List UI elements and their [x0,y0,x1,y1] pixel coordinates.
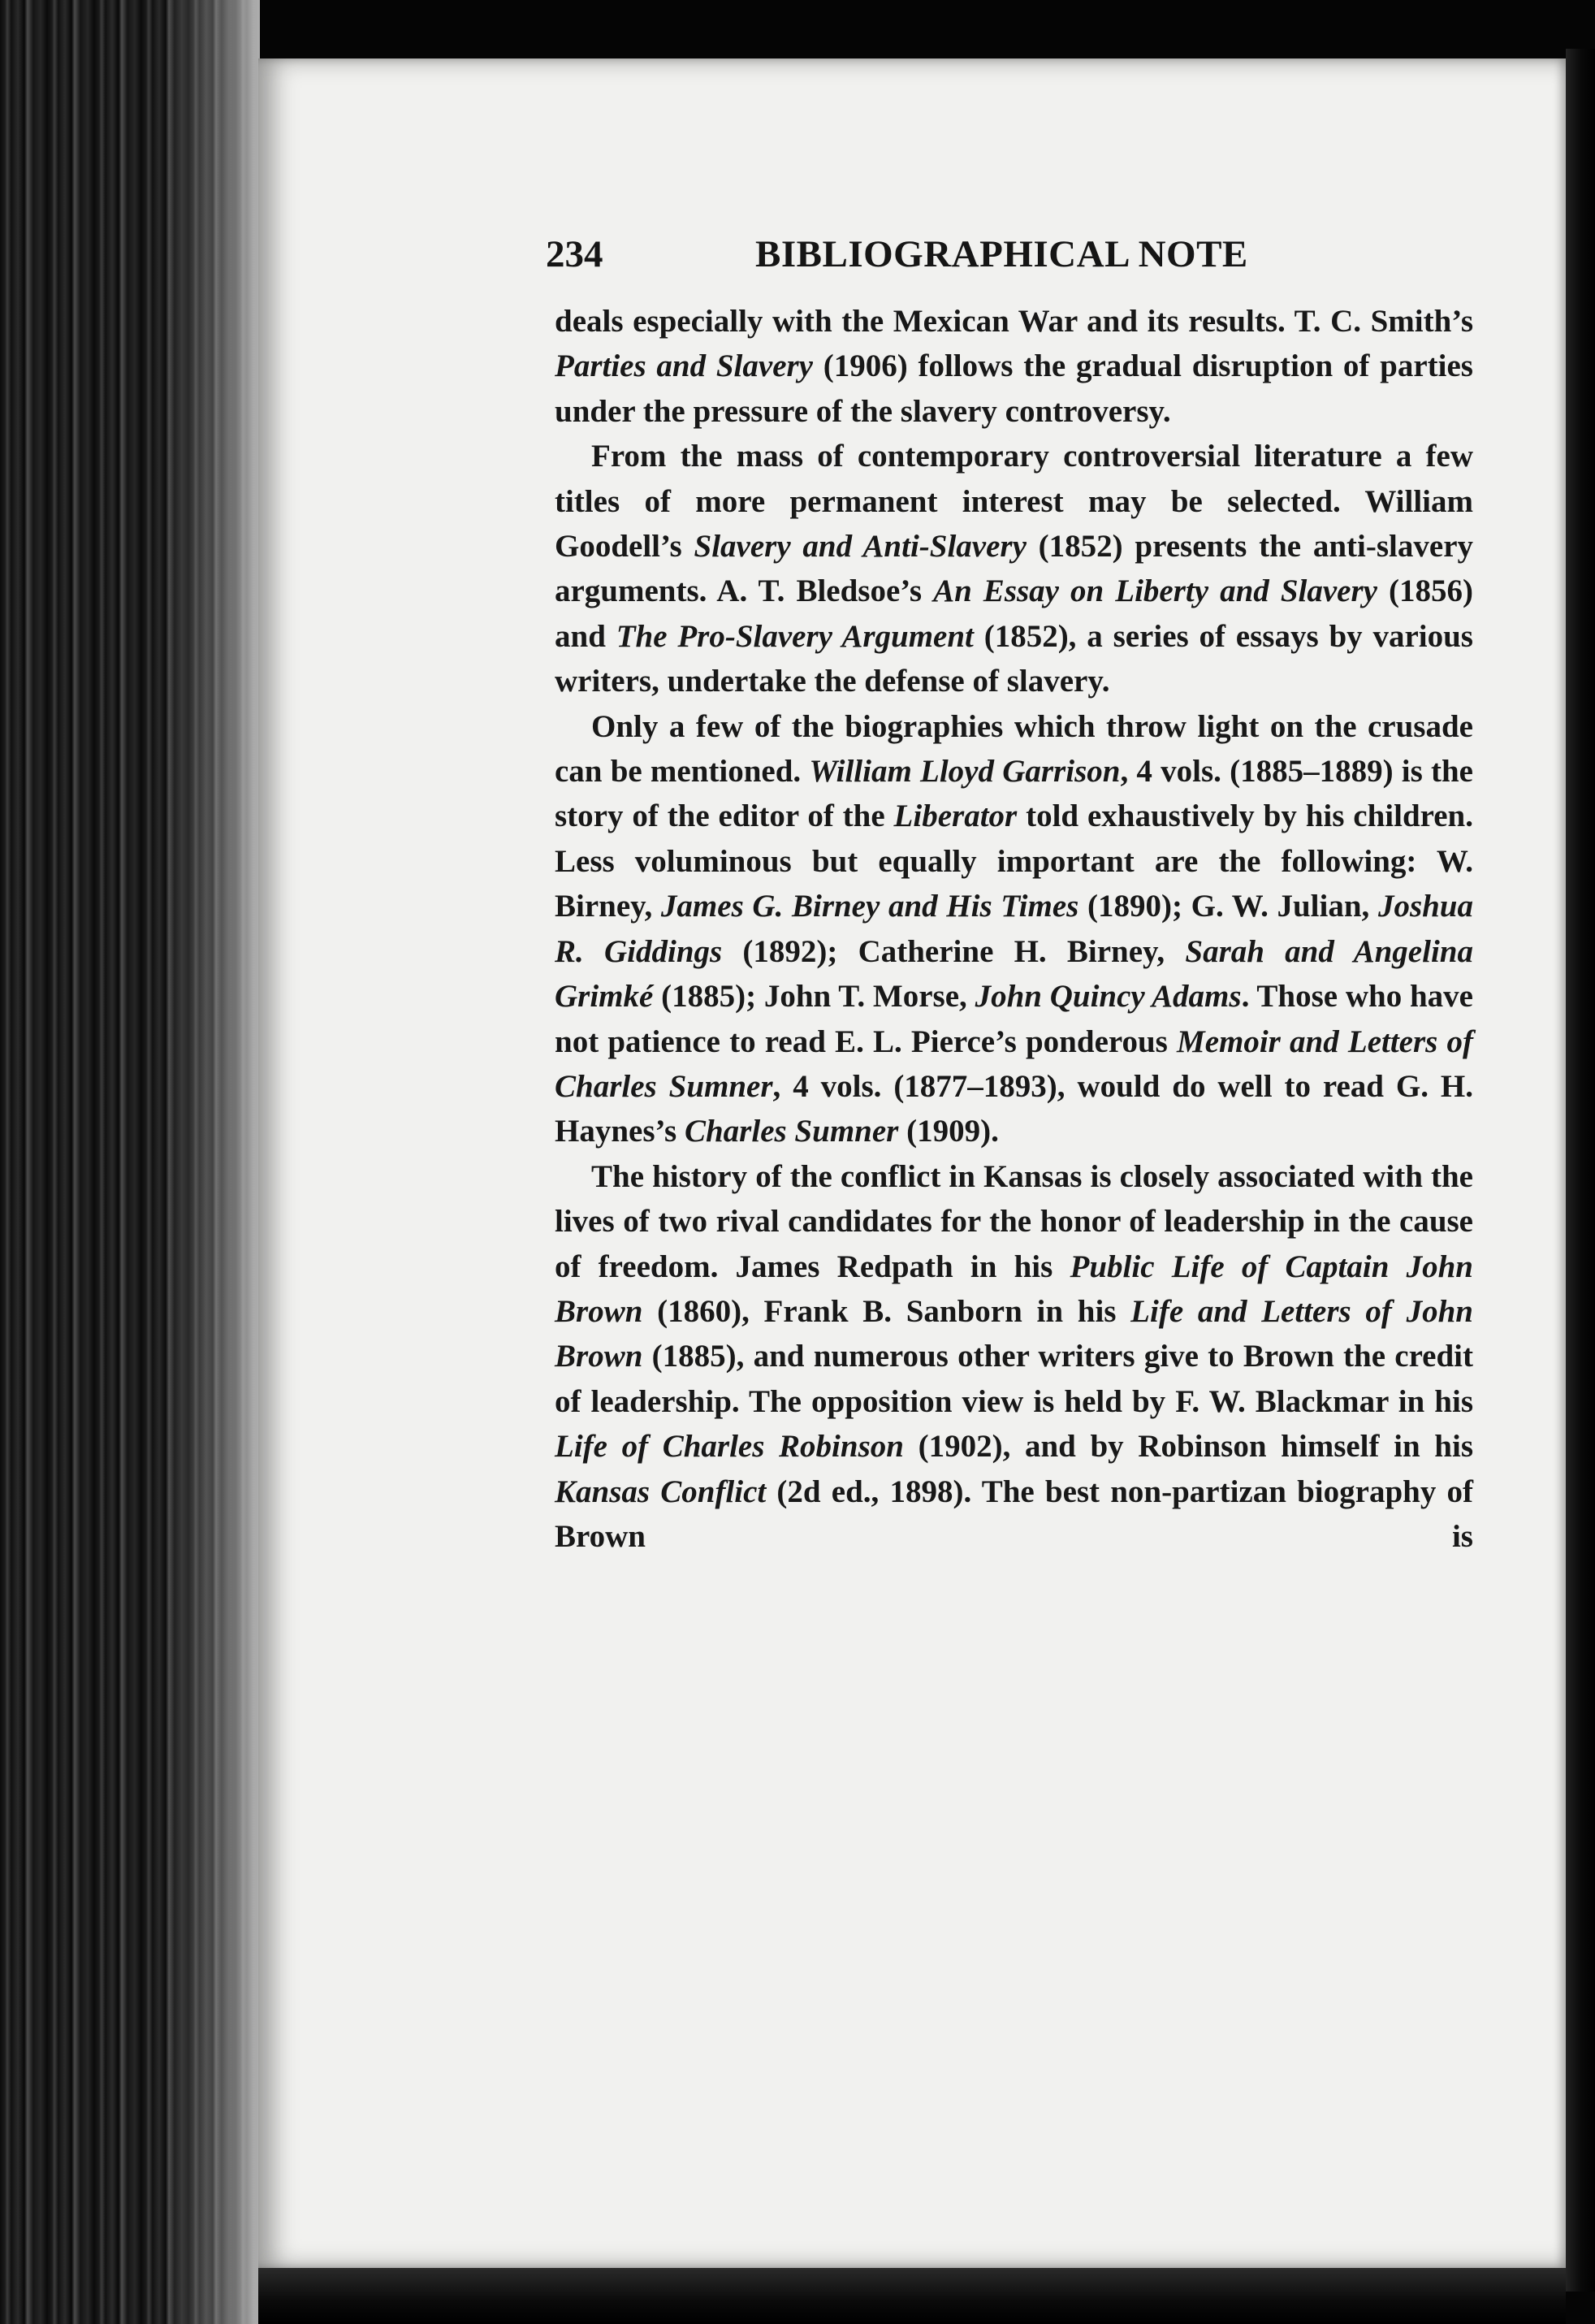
text-run: (1890); G. W. Julian, [1078,889,1378,924]
text-run: , 4 vols. (1885–1889) is the story of the editor of the [555,754,1473,834]
text-run: . Those who have not patience to read E. L. Pierce’s ponderous [555,979,1473,1059]
paragraph [555,434,1473,703]
text-run: (1885), and numerous other writers give to Brown the credit of leadership. The opposition view is held by F. W. Blackmar in his [555,1339,1473,1419]
text-run: (1860), Frank B. Sanborn in his [642,1293,1131,1329]
text-run: (1856) and [555,573,1473,654]
text-run: (2d ed., 1898). The best non-partizan biography of Brown is [555,1474,1473,1554]
page-header [546,230,1277,279]
paragraph [555,299,1473,434]
text-run: (1902), and by Robinson himself in his [903,1429,1474,1465]
book-title: Public Life of Captain John Brown [555,1249,1473,1329]
running-head: BIBLIOGRAPHICAL NOTE [755,233,1248,275]
text-run: (1906) follows the gradual disruption of parties under the pressure of the slavery controversy. [555,348,1473,429]
book-title: Slavery and Anti-Slavery [694,529,1027,565]
book-title: Joshua R. Giddings [555,889,1473,969]
body-text [555,299,1473,1559]
book-title: James G. Birney and His Times [660,889,1079,924]
paragraph [555,1154,1473,1560]
text-run: (1885); John T. Morse, [653,979,975,1015]
book-title: Life and Letters of John Brown [555,1293,1473,1374]
book-title: John Quincy Adams [975,979,1242,1015]
page-number: 234 [546,233,603,275]
text-run: From the mass of contemporary controversial literature a few titles of more permanent interest may be selected. William Goodell’s [555,439,1473,565]
right-page-edge [1566,49,1595,2292]
book-spine-gutter [0,0,260,2324]
paragraph [555,704,1473,1154]
text-run: deals especially with the Mexican War and its results. T. C. Smith’s [555,304,1473,339]
book-title: William Lloyd Garrison [809,754,1121,790]
text-run: told exhaustively by his children. Less voluminous but equally important are the following: W. Birney, [555,798,1473,924]
book-title: The Pro-Slavery Argument [616,618,974,654]
text-run: (1909). [898,1114,999,1149]
text-run: (1852) presents the anti-slavery arguments. A. T. Bledsoe’s [555,529,1474,609]
book-title: Parties and Slavery [555,348,813,384]
text-run: , 4 vols. (1877–1893), would do well to read G. H. Haynes’s [555,1068,1473,1149]
text-run: Only a few of the biographies which throw light on the crusade can be mentioned. [555,708,1473,790]
book-title: Charles Sumner [684,1114,899,1149]
book-title: Sarah and Angelina Grimké [555,933,1473,1015]
book-title: Kansas Conflict [555,1474,767,1509]
book-title: An Essay on Liberty and Slavery [933,573,1377,609]
book-title: Liberator [893,798,1018,834]
book-title: Memoir and Letters of Charles Sumner [555,1024,1473,1104]
book-title: Life of Charles Robinson [555,1429,904,1465]
bottom-page-edge [258,2268,1566,2324]
text-run: (1892); Catherine H. Birney, [722,933,1186,969]
text-run: (1852), a series of essays by various writers, undertake the defense of slavery. [555,618,1473,699]
text-run: The history of the conflict in Kansas is closely associated with the lives of two rival candidates for the honor of leadership in the cause of freedom. James Redpath in his [555,1158,1473,1284]
